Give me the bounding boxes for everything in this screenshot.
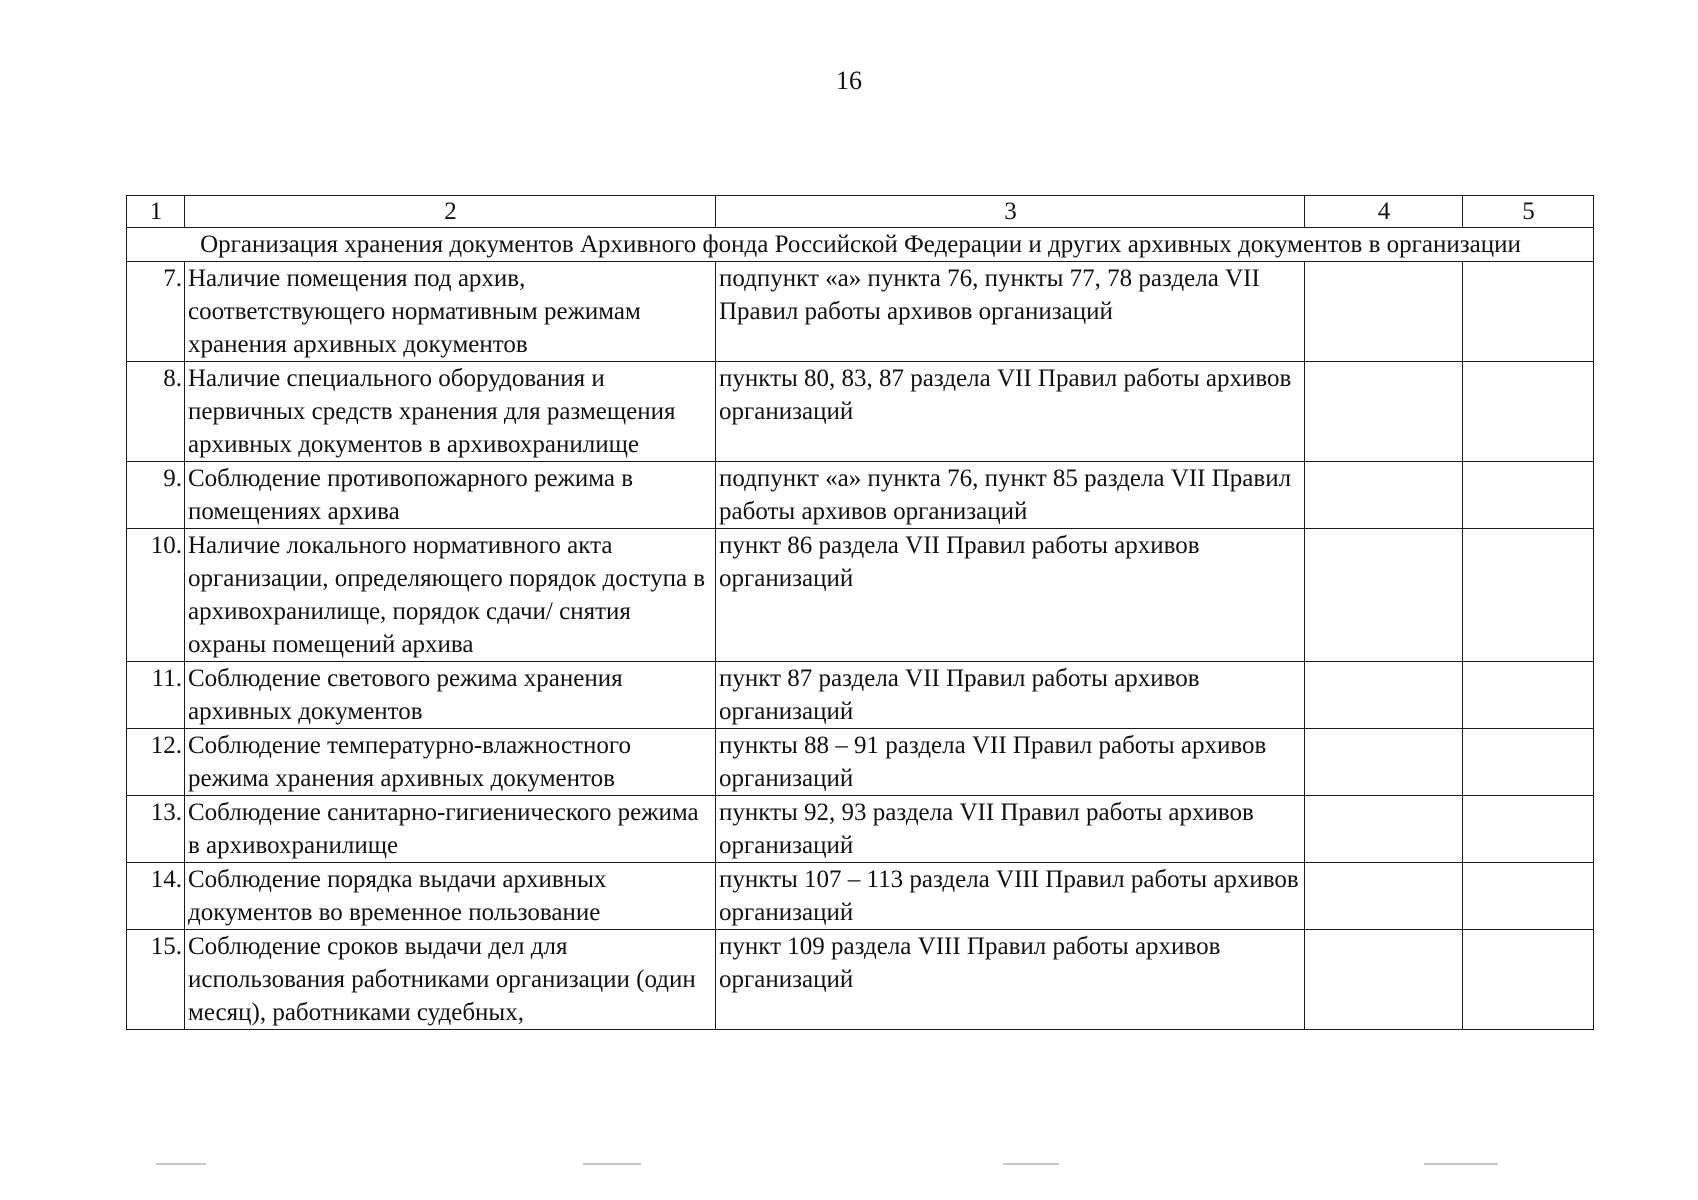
requirement-cell: Наличие локального нормативного акта организации, определяющего порядок доступа в архивохранилище, порядок сдачи/ снятия охраны помещений архива (185, 529, 716, 662)
reference-cell: пункты 88 – 91 раздела VII Правил работы архивов организаций (716, 729, 1305, 796)
column-number-3: 3 (716, 196, 1305, 228)
table-row (127, 662, 1594, 729)
column-5-cell (1463, 529, 1594, 662)
column-4-cell (1305, 796, 1463, 863)
requirement-cell: Соблюдение сроков выдачи дел для использования работниками организации (один месяц), работниками судебных, (185, 930, 716, 1030)
reference-cell: пункты 80, 83, 87 раздела VII Правил работы архивов организаций (716, 362, 1305, 462)
table-row (127, 930, 1594, 1030)
reference-cell: пункт 87 раздела VII Правил работы архивов организаций (716, 662, 1305, 729)
row-number: 12. (127, 729, 185, 796)
table-row (127, 729, 1594, 796)
row-number: 8. (127, 362, 185, 462)
row-number: 10. (127, 529, 185, 662)
requirement-cell: Наличие специального оборудования и первичных средств хранения для размещения архивных документов в архивохранилище (185, 362, 716, 462)
row-number: 9. (127, 462, 185, 529)
column-5-cell (1463, 729, 1594, 796)
column-5-cell (1463, 362, 1594, 462)
reference-cell: подпункт «а» пункта 76, пункты 77, 78 раздела VII Правил работы архивов организаций (716, 262, 1305, 362)
scan-artifact (156, 1163, 206, 1165)
scan-artifact (1003, 1163, 1059, 1165)
reference-cell: подпункт «а» пункта 76, пункт 85 раздела VII Правил работы архивов организаций (716, 462, 1305, 529)
reference-cell: пункты 107 – 113 раздела VIII Правил работы архивов организаций (716, 863, 1305, 930)
column-4-cell (1305, 462, 1463, 529)
scan-artifact (583, 1163, 641, 1165)
column-4-cell (1305, 930, 1463, 1030)
column-number-2: 2 (185, 196, 716, 228)
requirement-cell: Соблюдение санитарно-гигиенического режима в архивохранилище (185, 796, 716, 863)
reference-cell: пункт 109 раздела VIII Правил работы архивов организаций (716, 930, 1305, 1030)
table-row (127, 362, 1594, 462)
column-4-cell (1305, 729, 1463, 796)
column-4-cell (1305, 662, 1463, 729)
reference-cell: пункты 92, 93 раздела VII Правил работы архивов организаций (716, 796, 1305, 863)
row-number: 13. (127, 796, 185, 863)
table-row (127, 863, 1594, 930)
column-4-cell (1305, 262, 1463, 362)
requirement-cell: Соблюдение температурно-влажностного режима хранения архивных документов (185, 729, 716, 796)
column-number-row (127, 196, 1594, 228)
requirement-cell: Соблюдение противопожарного режима в помещениях архива (185, 462, 716, 529)
section-header-row (127, 228, 1594, 262)
column-number-4: 4 (1305, 196, 1463, 228)
table-row (127, 462, 1594, 529)
column-4-cell (1305, 863, 1463, 930)
column-4-cell (1305, 362, 1463, 462)
requirements-table (126, 195, 1594, 1030)
row-number: 7. (127, 262, 185, 362)
table-row (127, 529, 1594, 662)
column-5-cell (1463, 863, 1594, 930)
column-5-cell (1463, 262, 1594, 362)
column-5-cell (1463, 462, 1594, 529)
requirement-cell: Наличие помещения под архив, соответствующего нормативным режимам хранения архивных документов (185, 262, 716, 362)
row-number: 15. (127, 930, 185, 1030)
column-5-cell (1463, 662, 1594, 729)
section-title: Организация хранения документов Архивного фонда Российской Федерации и других архивных документов в организации (127, 228, 1594, 262)
row-number: 14. (127, 863, 185, 930)
column-4-cell (1305, 529, 1463, 662)
reference-cell: пункт 86 раздела VII Правил работы архивов организаций (716, 529, 1305, 662)
column-5-cell (1463, 930, 1594, 1030)
column-number-5: 5 (1463, 196, 1594, 228)
column-number-1: 1 (127, 196, 185, 228)
requirement-cell: Соблюдение порядка выдачи архивных документов во временное пользование (185, 863, 716, 930)
column-5-cell (1463, 796, 1594, 863)
page-number: 16 (836, 66, 862, 95)
table-row (127, 796, 1594, 863)
scan-artifact (1424, 1163, 1498, 1165)
requirement-cell: Соблюдение светового режима хранения архивных документов (185, 662, 716, 729)
row-number: 11. (127, 662, 185, 729)
table-row (127, 262, 1594, 362)
